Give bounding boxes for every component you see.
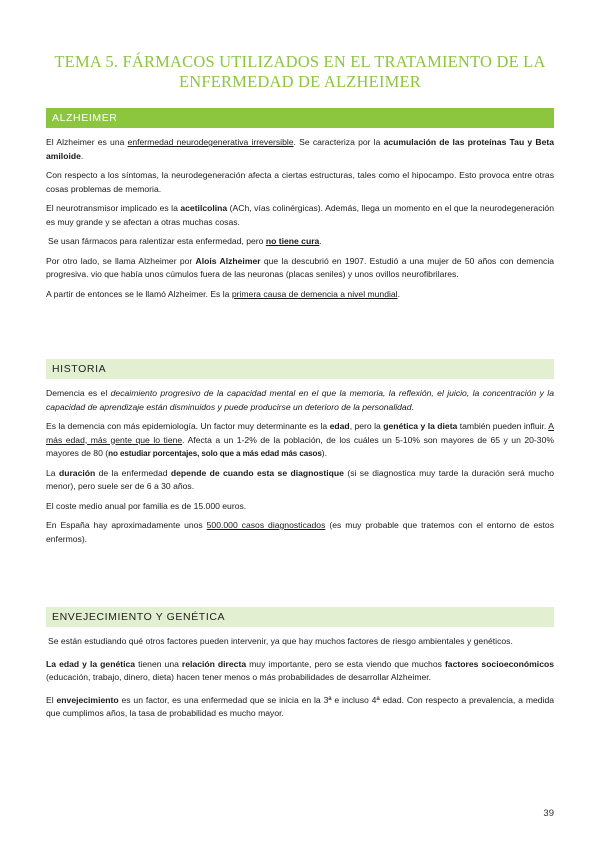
paragraph: A partir de entonces se le llamó Alzheimer. Es la primera causa de demencia a nivel mundial. (46, 288, 400, 299)
paragraph: La duración de la enfermedad depende de cuando esta se diagnostique (si se diagnostica muy tarde la duración será mucho menor), pero suele ser de 6 a 30 años. (46, 467, 554, 491)
section-header-alzheimer: ALZHEIMER (46, 108, 554, 128)
paragraph: Es la demencia con más epidemiología. Un factor muy determinante es la edad, pero la genética y la dieta también pueden influir. A más edad, más gente que lo tiene. Afecta a un 1-2% de la población, de los cuáles un 5-10% son mayores de 65 y un 20-30% mayores de 80 (no estudiar porcentajes, solo que a más edad más casos). (46, 421, 554, 458)
paragraph: En España hay aproximadamente unos 500.000 casos diagnosticados (es muy probable que tratemos con el entorno de estos enfermos). (46, 520, 554, 544)
section-body-alzheimer (46, 136, 554, 307)
paragraph: Con respecto a los síntomas, la neurodegeneración afecta a ciertas estructuras, tales como el hipocampo. Esto provoca entre otras cosas problemas de memoria. (46, 170, 554, 194)
section-body-envejecimiento (46, 635, 554, 727)
paragraph: La edad y la genética tienen una relación directa muy importante, pero se esta viendo que muchos factores socioeconómicos (educación, trabajo, dinero, dieta) hacen tener menos o más probabilidades de desarrollar Alzheimer. (46, 658, 554, 682)
title-line-1: TEMA 5. FÁRMACOS UTILIZADOS EN EL TRATAMIENTO DE LA (54, 52, 546, 71)
page-title (40, 52, 560, 92)
paragraph: Por otro lado, se llama Alzheimer por Alois Alzheimer que la descubrió en 1907. Estudió a una mujer de 50 años con demencia progresiva. vio que había unos cúmulos fuera de las neuronas (placas seniles) y unos ovillos neurofibrilares. (46, 255, 555, 279)
section-body-historia (46, 387, 554, 552)
paragraph: El Alzheimer es una enfermedad neurodegenerativa irreversible. Se caracteriza por la acumulación de las proteínas Tau y Beta amiloide. (46, 137, 554, 161)
paragraph: El envejecimiento es un factor, es una enfermedad que se inicia en la 3ª e incluso 4ª edad. Con respecto a prevalencia, a medida que cumplimos años, la tasa de probabilidad es mucho mayor. (46, 694, 555, 718)
section-header-historia: HISTORIA (46, 359, 554, 379)
paragraph: Se están estudiando qué otros factores pueden intervenir, ya que hay muchos factores de riesgo ambientales y genéticos. (48, 636, 513, 646)
paragraph: Demencia es el decaimiento progresivo de la capacidad mental en el que la memoria, la reflexión, el juicio, la concentración y la capacidad de aprendizaje están disminuidos y puede producirse un deterioro de la personalidad. (46, 388, 554, 412)
paragraph: Se usan fármacos para ralentizar esta enfermedad, pero no tiene cura. (48, 236, 322, 246)
paragraph: El coste medio anual por familia es de 15.000 euros. (46, 500, 247, 511)
page-number: 39 (543, 808, 554, 819)
section-header-envejecimiento: ENVEJECIMIENTO Y GENÉTICA (46, 607, 554, 627)
title-line-2: ENFERMEDAD DE ALZHEIMER (178, 72, 421, 91)
paragraph: El neurotransmisor implicado es la acetilcolina (ACh, vías colinérgicas). Además, llega un momento en el que la neurodegeneración es muy grande y se afectan a otras muchas cosas. (46, 203, 554, 227)
